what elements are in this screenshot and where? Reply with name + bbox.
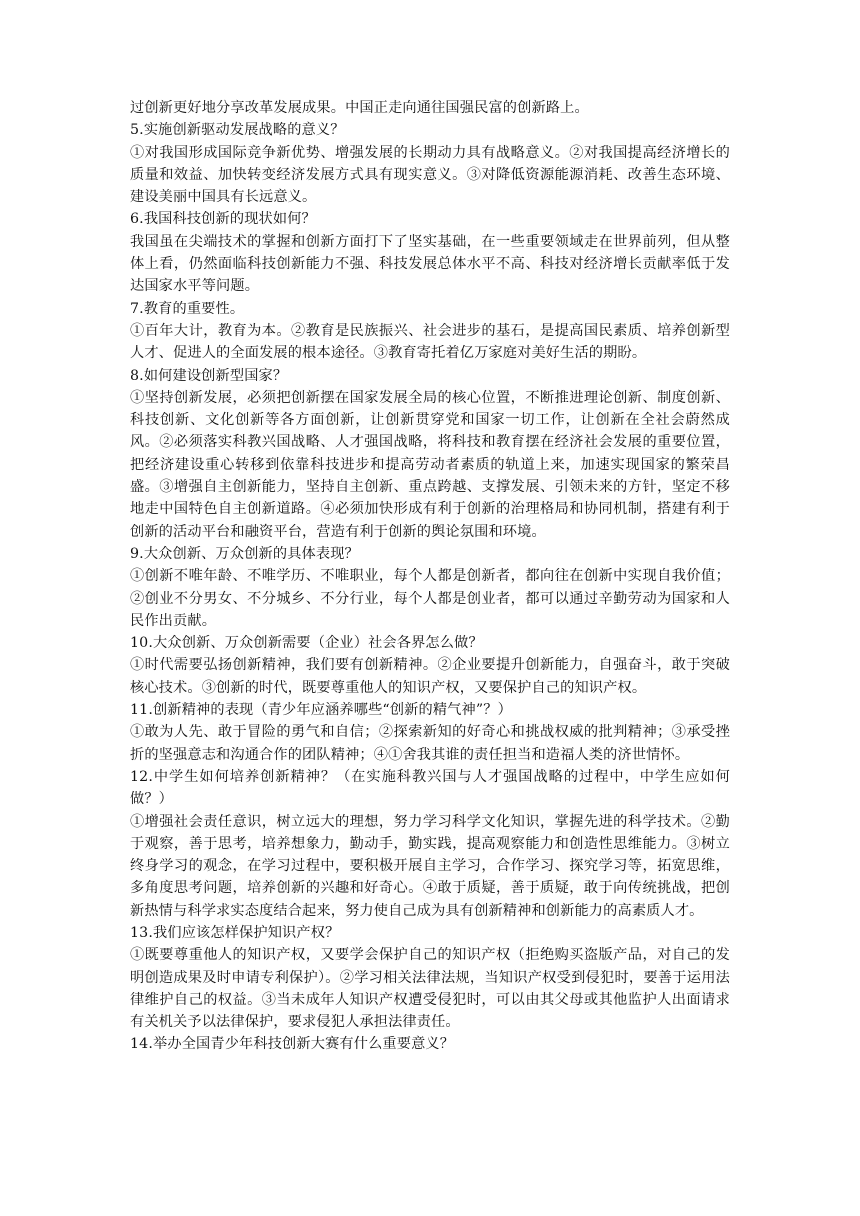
document-body (130, 97, 730, 1056)
question-heading-10: 10.大众创新、万众创新需要（企业）社会各界怎么做？ (130, 635, 483, 652)
question-heading-8: 8.如何建设创新型国家？ (130, 367, 288, 384)
answer-10: ①时代需要弘扬创新精神，我们要有创新精神。②企业要提升创新能力，自强奋斗，敢于突破核心技术。③创新的时代，既要尊重他人的知识产权，又要保护自己的知识产权。 (130, 657, 730, 696)
question-heading-12: 12.中学生如何培养创新精神？（在实施科教兴国与人才强国战略的过程中，中学生应如何做？） (130, 768, 730, 808)
question-heading-5: 5.实施创新驱动发展战略的意义？ (130, 122, 345, 139)
question-heading-14: 14.举办全国青少年科技创新大赛有什么重要意义？ (130, 1036, 455, 1053)
question-heading-9: 9.大众创新、万众创新的具体表现？ (130, 545, 359, 562)
answer-5: ①对我国形成国际竞争新优势、增强发展的长期动力具有战略意义。②对我国提高经济增长的质量和效益、加快转变经济发展方式具有现实意义。③对降低资源能源消耗、改善生态环境、建设美丽中国具有长远意义。 (130, 144, 730, 206)
question-heading-13: 13.我们应该怎样保护知识产权？ (130, 924, 340, 941)
answer-11: ①敢为人先、敢于冒险的勇气和自信；②探索新知的好奇心和挑战权威的批判精神；③承受挫折的坚强意志和沟通合作的团队精神；④①舍我其谁的责任担当和造福人类的济世情怀。 (130, 724, 730, 763)
answer-9: ①创新不唯年龄、不唯学历、不唯职业，每个人都是创新者，都向往在创新中实现自我价值；②创业不分男女、不分城乡、不分行业，每个人都是创业者，都可以通过辛勤劳动为国家和人民作出贡献。 (130, 568, 730, 629)
answer-12: ①增强社会责任意识，树立远大的理想，努力学习科学文化知识，掌握先进的科学技术。②勤于观察，善于思考，培养想象力，勤动手，勤实践，提高观察能力和创造性思维能力。③树立终身学习的观念，在学习过程中，要积极开展自主学习，合作学习、探究学习等，拓宽思维，多角度思考问题，培养创新的兴趣和好奇心。④敢于质疑，善于质疑，敢于向传统挑战，把创新热情与科学求实态度结合起来，努力使自己成为具有创新精神和创新能力的高素质人才。 (130, 813, 730, 919)
answer-13: ①既要尊重他人的知识产权，又要学会保护自己的知识产权（拒绝购买盗版产品，对自己的发明创造成果及时申请专利保护）。②学习相关法律法规，当知识产权受到侵犯时，要善于运用法律维护自己的权益。③当未成年人知识产权遭受侵犯时，可以由其父母或其他监护人出面请求有关机关予以法律保护，要求侵犯人承担法律责任。 (130, 947, 730, 1031)
question-heading-6: 6.我国科技创新的现状如何？ (130, 211, 316, 228)
question-heading-7: 7.教育的重要性。 (130, 300, 245, 317)
paragraph-continuation: 过创新更好地分享改革发展成果。中国正走向通往国强民富的创新路上。 (130, 100, 589, 116)
answer-7: ①百年大计，教育为本。②教育是民族振兴、社会进步的基石，是提高国民素质、培养创新型人才、促进人的全面发展的根本途径。③教育寄托着亿万家庭对美好生活的期盼。 (130, 322, 730, 362)
answer-6: 我国虽在尖端技术的掌握和创新方面打下了坚实基础，在一些重要领域走在世界前列，但从整体上看，仍然面临科技创新能力不强、科技发展总体水平不高、科技对经济增长贡献率低于发达国家水平等问题。 (130, 233, 730, 295)
question-heading-11: 11.创新精神的表现（青少年应涵养哪些“创新的精气神”？） (130, 702, 512, 719)
answer-8: ①坚持创新发展，必须把创新摆在国家发展全局的核心位置，不断推进理论创新、制度创新、科技创新、文化创新等各方面创新，让创新贯穿党和国家一切工作，让创新在全社会蔚然成风。②必须落实科教兴国战略、人才强国战略，将科技和教育摆在经济社会发展的重要位置，把经济建设重心转移到依靠科技进步和提高劳动者素质的轨道上来，加速实现国家的繁荣昌盛。③增强自主创新能力，坚持自主创新、重点跨越、支撑发展、引领未来的方针，坚定不移地走中国特色自主创新道路。④必须加快形成有利于创新的治理格局和协同机制，搭建有利于创新的活动平台和融资平台，营造有利于创新的舆论氛围和环境。 (130, 389, 730, 540)
